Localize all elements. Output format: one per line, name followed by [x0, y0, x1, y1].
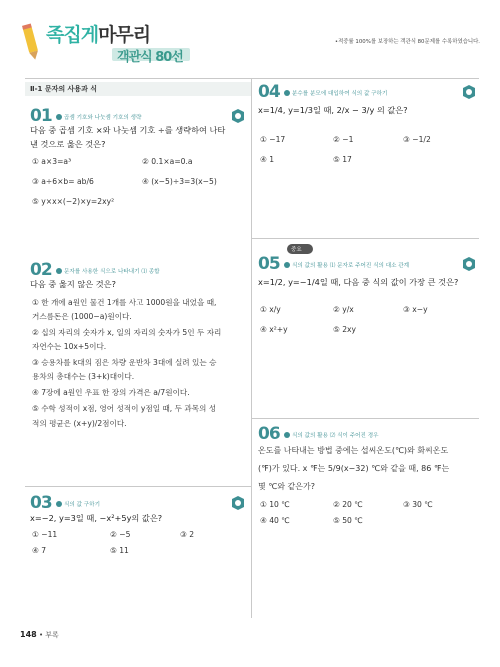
answer-option[interactable]: ⑤ 11: [110, 546, 129, 555]
question-stem-line: 몇 ℃와 같은가?: [258, 482, 315, 491]
question-06: [258, 424, 476, 534]
answer-option[interactable]: ③ 2: [180, 530, 195, 539]
question-tag: [284, 261, 409, 269]
answer-option[interactable]: ① a×3=a³: [32, 157, 72, 166]
section-label: Ⅱ-1 문자의 사용과 식: [30, 85, 98, 93]
answer-option[interactable]: ③ −1/2: [403, 135, 431, 144]
answer-option[interactable]: ⑤ 2xy: [333, 325, 357, 334]
tag-bullet-icon: [284, 262, 290, 268]
answer-option[interactable]: ③ a÷6×b= ab/6: [32, 177, 94, 186]
question-divider: [252, 418, 479, 419]
question-stem-line: 온도를 나타내는 방법 중에는 섭씨온도(℃)와 화씨온도: [258, 446, 449, 455]
tag-bullet-icon: [56, 114, 62, 120]
statement-line: 적의 평균은 (x+y)/2점이다.: [32, 419, 127, 428]
answer-option[interactable]: ⑤ 17: [333, 155, 352, 164]
question-stem-line: 다음 중 곱셈 기호 ×와 나눗셈 기호 ÷를 생략하여 나타: [30, 125, 226, 135]
question-tag: [284, 431, 379, 439]
question-tag: [56, 500, 100, 508]
page-footer: [20, 630, 59, 640]
answer-option[interactable]: ④ 7: [32, 546, 47, 555]
question-stem: x=−2, y=3일 때, −x²+5y의 값은?: [30, 513, 163, 523]
statement-line: 자연수는 10x+5이다.: [32, 342, 107, 351]
question-divider: [252, 238, 479, 239]
answer-option[interactable]: ② y/x: [333, 305, 354, 314]
important-badge-label: 중요: [291, 247, 302, 253]
question-number: 06: [258, 424, 280, 444]
statement-line[interactable]: ⑤ 수학 성적이 x점, 영어 성적이 y점일 때, 두 과목의 성: [32, 404, 217, 413]
answer-option[interactable]: ① −11: [32, 530, 58, 539]
footer-separator: •: [38, 631, 46, 639]
footer-label: 부록: [45, 631, 59, 639]
question-tag-text: 식의 값의 활용 ⑵ 식이 주어진 경우: [292, 433, 379, 439]
question-tag: [56, 267, 160, 275]
level-badge-icon: [462, 84, 476, 100]
question-03: [30, 493, 245, 563]
top-rule-right: [251, 78, 479, 79]
tag-bullet-icon: [56, 501, 62, 507]
question-tag-text: 곱셈 기호와 나눗셈 기호의 생략: [64, 115, 142, 121]
statement-line: 거스름돈은 (1000−a)원이다.: [32, 312, 132, 321]
question-number: 04: [258, 82, 280, 102]
question-number: 01: [30, 106, 52, 126]
statement-line[interactable]: ② 십의 자리의 숫자가 x, 일의 자리의 숫자가 5인 두 자리: [32, 328, 222, 337]
answer-option[interactable]: ⑤ 50 ℃: [333, 516, 363, 525]
column-divider: [251, 78, 252, 618]
answer-option[interactable]: ③ x−y: [403, 305, 428, 314]
header-notice: •적중률 100%를 보장하는 객관식 80문제를 수록하였습니다.: [334, 39, 480, 45]
question-01: [30, 106, 245, 216]
answer-option[interactable]: ② −5: [110, 530, 131, 539]
question-stem: 다음 중 옳지 않은 것은?: [30, 279, 116, 289]
question-number: 05: [258, 254, 280, 274]
header-title-part-a: 족집게: [46, 24, 99, 46]
answer-option[interactable]: ④ 1: [260, 155, 275, 164]
important-badge: [287, 244, 313, 254]
statement-line[interactable]: ① 한 개에 a원인 물건 1개를 사고 1000원을 내었을 때,: [32, 298, 217, 307]
answer-option[interactable]: ④ x²+y: [260, 325, 288, 334]
question-stem: x=1/2, y=−1/4일 때, 다음 중 식의 값이 가장 큰 것은?: [258, 277, 459, 287]
tag-bullet-icon: [284, 90, 290, 96]
answer-option[interactable]: ① −17: [260, 135, 286, 144]
tag-bullet-icon: [284, 432, 290, 438]
question-tag-text: 문자를 사용한 식으로 나타내기 ⑴ 종합: [64, 269, 160, 275]
answer-option[interactable]: ③ 30 ℃: [403, 500, 433, 509]
answer-option[interactable]: ④ 40 ℃: [260, 516, 290, 525]
question-tag-text: 식의 값의 활용 ⑴ 문자로 주어진 식의 대소 관계: [292, 263, 410, 269]
question-divider: [25, 486, 251, 487]
page-number: 148: [20, 630, 37, 639]
header-title: [46, 20, 150, 47]
question-04: [258, 82, 476, 172]
top-rule-left: [25, 78, 251, 79]
answer-option[interactable]: ④ (x−5)÷3=3(x−5): [142, 177, 217, 186]
question-stem-line: 낸 것으로 옳은 것은?: [30, 139, 106, 149]
answer-option[interactable]: ⑤ y×x×(−2)×y=2xy²: [32, 197, 115, 206]
question-stem: x=1/4, y=1/3일 때, 2/x − 3/y 의 값은?: [258, 105, 408, 115]
answer-option[interactable]: ① x/y: [260, 305, 281, 314]
tag-bullet-icon: [56, 268, 62, 274]
question-02: [30, 260, 245, 440]
header-subtitle: 객관식 80선: [117, 50, 183, 65]
question-tag: [284, 89, 387, 97]
question-05: [258, 254, 476, 344]
statement-line[interactable]: ④ 7장에 a원인 우표 한 장의 가격은 a/7원이다.: [32, 388, 190, 397]
answer-option[interactable]: ② 20 ℃: [333, 500, 363, 509]
answer-option[interactable]: ② 0.1×a=0.a: [142, 157, 193, 166]
question-number: 02: [30, 260, 52, 280]
question-tag-text: 식의 값 구하기: [64, 502, 100, 508]
question-number: 03: [30, 493, 52, 513]
section-header: [25, 82, 251, 96]
level-badge-icon: [231, 495, 245, 511]
question-tag-text: 분수를 분모에 대입하여 식의 값 구하기: [292, 91, 388, 97]
statement-line[interactable]: ③ 승용차를 k대의 짐은 차량 운반차 3대에 실려 있는 승: [32, 358, 217, 367]
header-title-part-b: 마무리: [98, 24, 151, 46]
page-header: [20, 16, 190, 71]
level-badge-icon: [231, 108, 245, 124]
answer-option[interactable]: ② −1: [333, 135, 354, 144]
pencil-icon: [20, 22, 42, 62]
answer-option[interactable]: ① 10 ℃: [260, 500, 290, 509]
statement-line: 용차의 총대수는 (3+k)대이다.: [32, 372, 135, 381]
question-stem-line: (℉)가 있다. x ℉는 5/9(x−32) ℃와 같을 때, 86 ℉는: [258, 464, 450, 473]
level-badge-icon: [462, 256, 476, 272]
question-tag: [56, 113, 141, 121]
